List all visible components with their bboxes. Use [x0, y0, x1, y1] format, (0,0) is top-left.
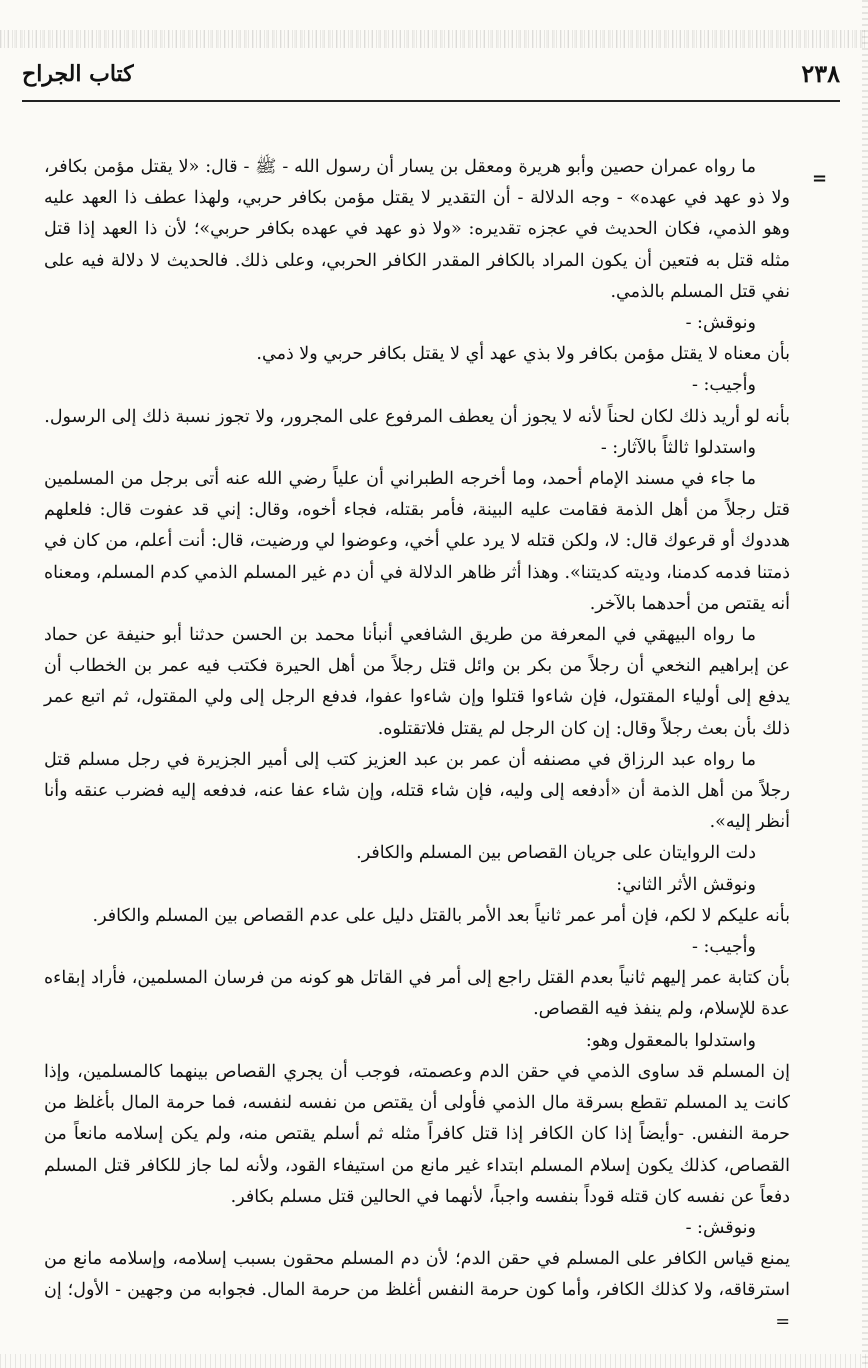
scan-noise-bottom: [0, 1354, 868, 1368]
paragraph: وأجيب: -: [692, 937, 756, 958]
paragraph: وأجيب: -: [692, 375, 756, 396]
paragraph: دلت الروايتان على جريان القصاص بين المسلم والكافر.: [356, 843, 756, 864]
scan-edge: [862, 0, 868, 1368]
paragraph: بأن كتابة عمر إليهم ثانياً بعدم القتل راجع إلى أمر في القاتل هو كونه من فرسان المسلمين، فأراد إبقاءه عدة للإسلام، ولم ينفذ فيه القصاص.: [44, 968, 790, 1020]
paragraph: يمنع قياس الكافر على المسلم في حقن الدم؛ لأن دم المسلم محقون بسبب إسلامه، وإسلامه مانع من استرقاقه، ولا كذلك الكافر، وأما كون حرمة النفس أغلظ من حرمة المال. فجوابه من وجهين - الأول؛ إن =: [44, 1249, 790, 1332]
paragraph: إن المسلم قد ساوى الذمي في حقن الدم وعصمته، فوجب أن يجري القصاص بينهما كالمسلمين، وإذا كانت يد المسلم تقطع بسرقة مال الذمي فأولى أن يقتص من نفسه لنفسه، فما حرمة المال بأغلظ من حرمة النفس. -وأيضاً إذا كان الكافر إذا قتل كافراً مثله ثم أسلم يقتص منه، ولم يكن إسلامه مانعاً من القصاص، كذلك يكون إسلام المسلم ابتداء غير مانع من استيفاء القود، ولأنه لما جاز للكافر قتل المسلم دفعاً عن نفسه كان قتله قوداً بنفسه واجباً، لأنهما في الحالين قتل مسلم بكافر.: [44, 1061, 790, 1207]
paragraph: واستدلوا ثالثاً بالآثار: -: [600, 437, 756, 458]
scan-noise-top: [0, 30, 868, 48]
book-title: كتاب الجراح: [22, 61, 134, 87]
header-rule: [22, 100, 840, 102]
continuation-mark: =: [812, 168, 828, 189]
paragraph: بأنه لو أريد ذلك لكان لحناً لأنه لا يجوز أن يعطف المرفوع على المجرور، ولا تجوز نسبة ذلك إلى الرسول.: [44, 406, 790, 427]
paragraph: ما رواه البيهقي في المعرفة من طريق الشافعي أنبأنا محمد بن الحسن حدثنا أبو حنيفة عن حماد عن إبراهيم النخعي أن رجلاً من بكر بن وائل قتل رجلاً من أهل الحيرة فكتب فيه عمر بن الخطاب أن يدفع إلى أولياء المقتول، فإن شاءوا قتلوا وإن شاءوا عفوا، فدفع الرجل إلى ولي المقتول، ثم اتبع عمر ذلك بأن بعث رجلاً وقال: إن كان الرجل لم يقتل فلاتقتلوه.: [44, 625, 790, 739]
paragraph: بأن معناه لا يقتل مؤمن بكافر ولا بذي عهد أي لا يقتل بكافر حربي ولا ذمي.: [256, 344, 790, 365]
paragraph: ما رواه عمران حصين وأبو هريرة ومعقل بن يسار أن رسول الله - ﷺ - قال: «لا يقتل مؤمن بكافر، ولا ذو عهد في عهده» - وجه الدلالة - أن التقدير لا يقتل مؤمن بكافر حربي، ولهذا عطف ذا العهد عليه وهو الذمي، فكان الحديث في عجزه تقديره: «ولا ذو عهد في عهده بكافر حربي»؛ لأن ذا العهد إذا قتل مثله قتل به فتعين أن يكون المراد بالكافر المقدر الكافر الحربي، وعلى ذلك. فالحديث لا دلالة فيه على نفي قتل المسلم بالذمي.: [44, 157, 790, 302]
paragraph: ما جاء في مسند الإمام أحمد، وما أخرجه الطبراني أن علياً رضي الله عنه أتى برجل من المسلمين قتل رجلاً من أهل الذمة فقامت عليه البينة، فأمر بقتله، فجاء أخوه، وقال: إني قد عفوت قال: فلعلهم هددوك أو قرعوك قال: لا، ولكن قتله لا يرد علي أخي، وعوضوا لي ورضيت، قال: أنت أعلم، من كان في ذمتنا فدمه كدمنا، وديته كديتنا». وهذا أثر ظاهر الدلالة في أن دم غير المسلم الذمي كدم المسلم، ومعناه أنه يقتص من أحدهما بالآخر.: [44, 469, 790, 614]
paragraph: ونوقش الأثر الثاني:: [616, 874, 756, 895]
paragraph: بأنه عليكم لا لكم، فإن أمر عمر ثانياً بعد الأمر بالقتل دليل على عدم القصاص بين المسلم والكافر.: [92, 905, 790, 926]
page-number: ٢٣٨: [801, 59, 840, 88]
paragraph: ما رواه عبد الرزاق في مصنفه أن عمر بن عبد العزيز كتب إلى أمير الجزيرة في رجل مسلم قتل رجلاً من أهل الذمة أن «أدفعه إلى وليه، فإن شاء قتله، وإن شاء عفا عنه، فدفعه إليه فضرب عنقه وأنا أنظر إليه».: [44, 749, 790, 833]
paragraph: ونوقش: -: [685, 1217, 756, 1238]
page-header: [22, 55, 840, 97]
paragraph: ونوقش: -: [685, 313, 756, 334]
paragraph: واستدلوا بالمعقول وهو:: [585, 1030, 756, 1051]
page-body: [44, 152, 790, 1338]
